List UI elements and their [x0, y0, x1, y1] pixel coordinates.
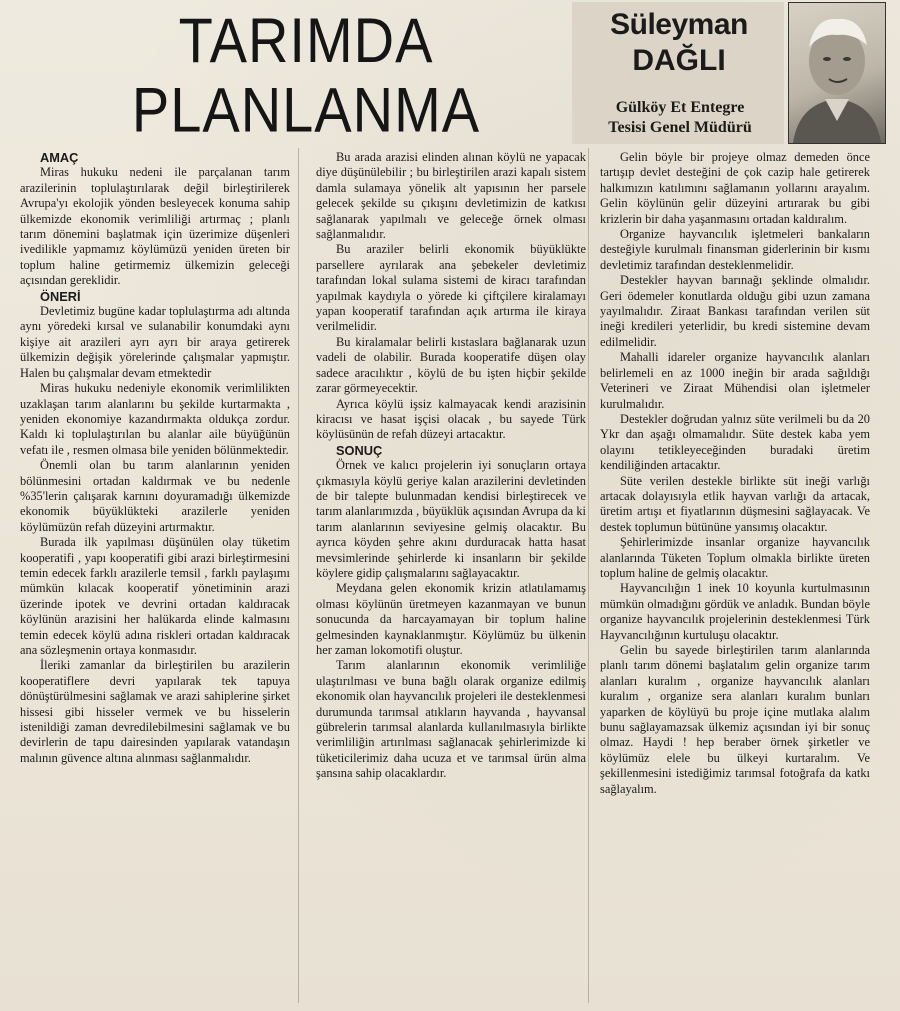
- author-first-name: Süleyman: [610, 8, 748, 41]
- paragraph: Tarım alanlarının ekonomik verimliliğe ulaştırılması ve buna bağlı olarak organize edilmiş ekonomik olan hayvancılık projeleri ile desteklenmesi durumunda tarımsal atıkların hayvanda , hayvansal gübrelerin tarımsal alanlarda kullanılmasıyla birlikte verimliliğin artırılması sağlanacak şehirlerimizde ki tüketicilerimiz daha ucuza et ve tarımsal ürün alma şansına sahip olacaklardır.: [316, 658, 586, 781]
- section-heading: ÖNERİ: [40, 288, 81, 304]
- author-role-line-2: Tesisi Genel Müdürü: [608, 119, 752, 136]
- column-divider: [298, 148, 299, 1003]
- paragraph: Şehirlerimizde insanlar organize hayvancılık alanlarında Tüketen Toplum olmakla birlikte üreten toplum haline de gelmiş olacaktır.: [600, 535, 870, 580]
- paragraph: Destekler doğrudan yalnız süte verilmeli bu da 20 Ykr dan aşağı olmamalıdır. Süte destek kaba yem olayını tetikleyeceğinden buradaki üretim kendiliğinden artacaktır.: [600, 411, 870, 473]
- paragraph: Süte verilen destekle birlikte süt ineği varlığı artacak dolayısıyla etlik hayvan varlığı da artacak, üretim artışı et fiyatlarının düşmesini sağlayacak. Ve destek toplumun bütününe yansımış olacaktır.: [600, 473, 870, 534]
- paragraph: Meydana gelen ekonomik krizin atlatılamamış olması köylünün üretmeyen kazanmayan ve bunun sonucunda da harcayamayan bir toplum haline gelmesinden kaynaklanmıştır. Köylümüz bu ülkenin her zaman lokomotifi oluştur.: [316, 581, 586, 657]
- paragraph: Bu kiralamalar belirli kıstaslara bağlanarak uzun vadeli de olabilir. Burada kooperatife düşen olay sadece aracılıktır , köylü de bu işten hiçbir şekilde zarar görmeyecektir.: [316, 334, 586, 396]
- headline-line-1: TARIMDA: [178, 4, 434, 76]
- paragraph: Miras hukuku nedeni ile parçalanan tarım arazilerinin toplulaştırılarak değil birleştirilerek Avrupa'yı ekolojik yönden besleyecek konuma sahip ülkemizde ekonomik verimliliği artırmaç ; planlı tarım dönemini başlatmak için üzerimize düşenleri ivedilikle yapmamız köylümüzü yeniden üreten bir toplum haline getirmemiz ülkemizin geleceği açısından gereklidir.: [20, 165, 290, 288]
- article-column-3: [600, 150, 870, 797]
- paragraph: Gelin böyle bir projeye olmaz demeden önce tartışıp devlet desteğini de çok cazip hale getirerek halkımızın katılımını sağlamanın yollarını arayalım. Gelin köylünün gelir düzeyini artırarak bu gibi krizlerin bir daha yaşanmasını ortadan kaldıralım.: [600, 150, 870, 226]
- paragraph: Gelin bu sayede birleştirilen tarım alanlarında planlı tarım dönemi başlatalım gelin organize tarım alanları kuralım , organize hayvancılık alanları kuralım , organize sera alanları kuralım bunları yaparken de köylüyü bu proje içine mutlaka alalım bunu sağlayamazsak ülkemiz açısından iyi bir sonuç olmaz. Haydi ! hep beraber örnek şirketler ve köylümüz elele bu ülkeyi kurtaralım. Ve şekillenmesini istediğimiz tarımsal fotoğrafa da katkı sağlayalım.: [600, 643, 870, 796]
- article-column-2: [316, 150, 586, 782]
- headline: [96, 6, 516, 145]
- paragraph: Ayrıca köylü işsiz kalmayacak kendi arazisinin kiracısı ve hasat işçisi olacak , bu sayede Türk köylüsünün de refah düzeyi artacaktır.: [316, 396, 586, 442]
- headline-line-2: PLANLANMA: [131, 74, 481, 145]
- section-heading: SONUÇ: [336, 442, 383, 458]
- paragraph: Miras hukuku nedeniyle ekonomik verimlilikten uzaklaşan tarım alanlarını bu şekilde kurtarmakta , yeniden ekonomiye kazandırmakta oldukça zordur. Kaldı ki toplulaştırılan bu alanlar aile büyüğünün vefatı ile , resmen olmasa bile yeniden bölünmektedir.: [20, 381, 290, 457]
- paragraph: Mahalli idareler organize hayvancılık alanları belirlemeli en az 1000 ineğin bir arada sağıldığı Veterineri ve Ziraat Mühendisi olan işletmeler kurulmalıdır.: [600, 350, 870, 411]
- paragraph: Bu arada arazisi elinden alınan köylü ne yapacak diye düşünülebilir ; bu birleştirilen arazi kapalı sistem damla sulamaya yönelik alt yapısının her parsele gelecek şekilde su çıkışını devletimizin de katkısı sağlanarak yapılmalı ve geleceğe örnek olması sağlanmalıdır.: [316, 150, 586, 242]
- paragraph: Örnek ve kalıcı projelerin iyi sonuçların ortaya çıkmasıyla köylü geriye kalan arazilerini devletinden de bir talepte bulunmadan kendisi birleştirecek ve tarım alanlarımızda , büyüklük açısından Avrupa da ki tarım alanlarının seviyesine gelmiş olacaktır. Bu ayrıca köyden şehre akını durduracak hatta hasat mevsimlerinde şehirlerde ki insanların bir şekilde köylere gidip çalışmalarını sağlayacaktır.: [316, 458, 586, 580]
- paragraph: Organize hayvancılık işletmeleri bankaların desteğiyle kurulmalı finansman giderlerinin bir kısmı devletimiz tarafından desteklenmelidir.: [600, 227, 870, 272]
- paragraph: Burada ilk yapılması düşünülen olay tüketim kooperatifi , yapı kooperatifi gibi arazi birleştirmesini temin edecek farklı arazilerle temsil , farklı paylaşımı mümkün kılacak kooperatif yönetiminin arazi üzerinde ipotek ve devrini ortadan kaldıracak köylünün arazisini her halükarda elinde kalmasını temin edecek köylü adına riskleri ortadan kaldıracak ana sözleşmenin ortaya konmasıdır.: [20, 535, 290, 657]
- paragraph: Bu araziler belirli ekonomik büyüklükte parsellere ayrılarak ana şebekeler devletimiz tarafından lokal sulama sistemi de kiracı tarafından yapılmak kaydıyla o yörede ki çiftçilere kiralamayı yapan kooperatif tarafından açık artırma ile kiraya verilmelidir.: [316, 242, 586, 334]
- author-role: [580, 98, 780, 138]
- section-heading: AMAÇ: [40, 150, 79, 165]
- column-divider: [588, 148, 589, 1003]
- paragraph: Devletimiz bugüne kadar toplulaştırma adı altında aynı yöredeki kırsal ve sulanabilir konumdaki aynı kişiye ait arazileri ayrı ayrı bir araya getirerek ülkemizin değişik yörelerinde çalışmalar yapmıştır. Halen bu çalışmalar devam etmektedir: [20, 304, 290, 380]
- article-column-1: [20, 150, 290, 766]
- author-last-name: DAĞLI: [632, 44, 726, 77]
- paragraph: Destekler hayvan barınağı şeklinde olmalıdır. Geri ödemeler konutlarda olduğu gibi uzun zamana yayılmalıdır. Ziraat Bankası tarafından verilen süt ineği kredileri yeterlidir, bu kredi sistemine devam edilmelidir.: [600, 273, 870, 349]
- author-portrait-icon: [788, 2, 886, 144]
- paragraph: İleriki zamanlar da birleştirilen bu arazilerin kooperatiflere devri yapılarak tek tapuya dönüştürülmesini sağlamak ve arazi sahiplerine şirket hissesi gibi hisseler vermek ve bu hisselerin istenildiği zaman devredilebilmesini sağlamak ve bu devirlerin de tapu dairesinden yapılarak vatandaşın malının güvence altına alınması sağlanmalıdır.: [20, 658, 290, 765]
- paragraph: Önemli olan bu tarım alanlarının yeniden bölünmesini ortadan kaldırmak ve bu nedenle %35'lerin çalışarak karnını doyuramadığı ülkemizde ekonomik büyüklükteki arazilerle yeniden köylümüzün refah düzeyini artırmaktır.: [20, 458, 290, 534]
- paragraph: Hayvancılığın 1 inek 10 koyunla kurtulmasının mümkün olmadığını gördük ve anladık. Bundan böyle organize hayvancılık projelerinin desteklenmesi Türk Hayvancılığının kurtuluşu olacaktır.: [600, 581, 870, 642]
- author-role-line-1: Gülköy Et Entegre: [615, 99, 745, 116]
